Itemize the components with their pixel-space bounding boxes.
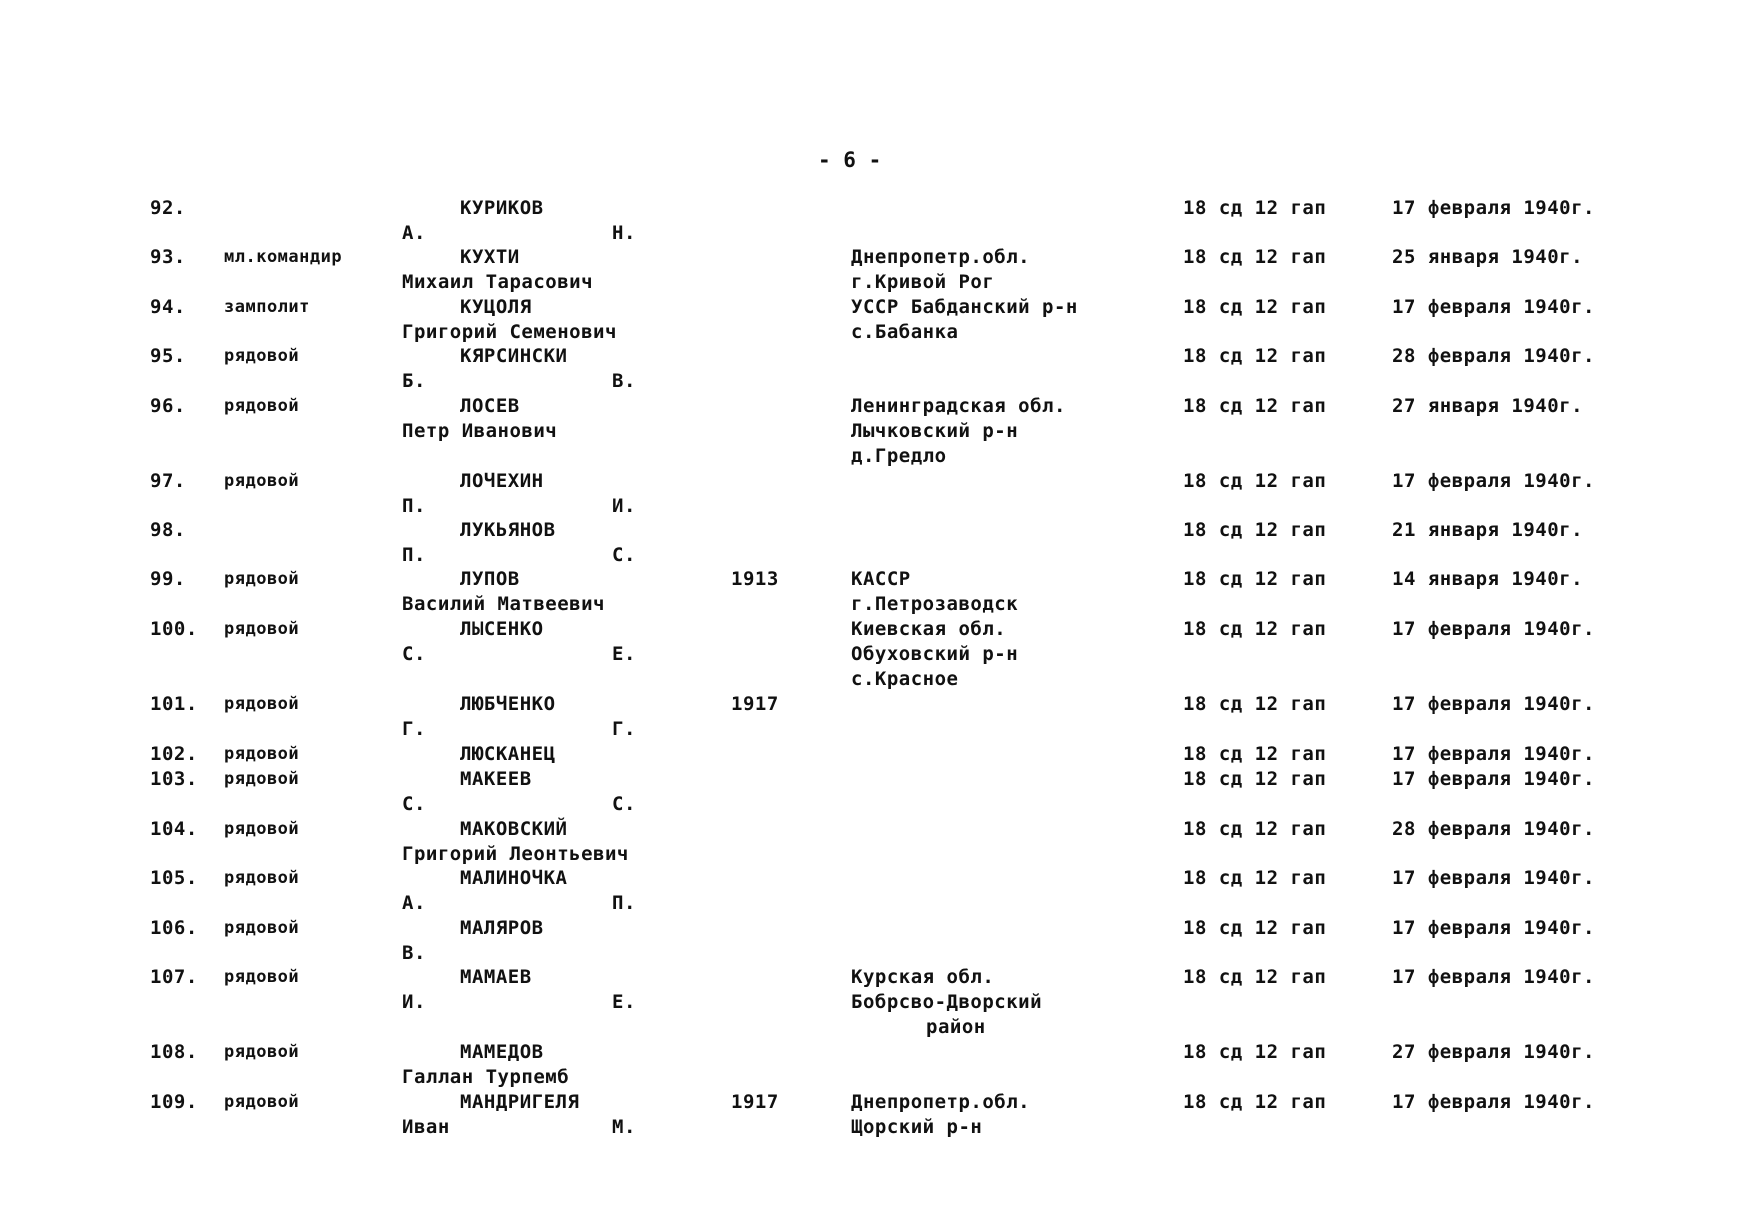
record-surname: МАЛИНОЧКА [460, 867, 568, 889]
record-row [0, 692, 1755, 740]
record-surname: МАМЕДОВ [460, 1041, 544, 1063]
record-place-line: район [926, 1016, 986, 1038]
record-rank: рядовой [224, 694, 300, 714]
record-surname: ЛУКЬЯНОВ [460, 519, 556, 541]
record-row [0, 469, 1755, 517]
record-place-line: Ленинградская обл. [851, 395, 1066, 417]
record-rank: рядовой [224, 868, 300, 888]
record-initial-first: С. [402, 643, 426, 665]
record-date: 28 февраля 1940г. [1392, 818, 1595, 840]
record-unit: 18 сд 12 гап [1183, 395, 1327, 417]
record-date: 17 февраля 1940г. [1392, 470, 1595, 492]
record-date: 17 февраля 1940г. [1392, 296, 1595, 318]
record-initial-first: В. [402, 942, 426, 964]
record-number: 93. [150, 246, 186, 268]
record-surname: КЯРСИНСКИ [460, 345, 568, 367]
record-initial-first: Г. [402, 718, 426, 740]
record-place-line: г.Кривой Рог [851, 271, 995, 293]
record-row [0, 866, 1755, 914]
record-surname: КУРИКОВ [460, 197, 544, 219]
record-unit: 18 сд 12 гап [1183, 1041, 1327, 1063]
record-rank: рядовой [224, 1092, 300, 1112]
record-date: 17 февраля 1940г. [1392, 618, 1595, 640]
record-number: 108. [150, 1041, 198, 1063]
record-number: 99. [150, 568, 186, 590]
record-date: 17 февраля 1940г. [1392, 693, 1595, 715]
record-given-name: Петр Иванович [402, 420, 558, 442]
record-row [0, 916, 1755, 964]
record-rank: мл.командир [224, 247, 343, 267]
record-unit: 18 сд 12 гап [1183, 867, 1327, 889]
record-row [0, 344, 1755, 392]
record-initial-first: Б. [402, 370, 426, 392]
record-number: 104. [150, 818, 198, 840]
record-number: 92. [150, 197, 186, 219]
record-initial-patronymic: И. [612, 495, 636, 517]
page-number: - 6 - [818, 148, 882, 172]
record-date: 17 февраля 1940г. [1392, 867, 1595, 889]
record-date: 17 февраля 1940г. [1392, 917, 1595, 939]
record-initial-first: П. [402, 544, 426, 566]
record-initial-first: И. [402, 991, 426, 1013]
record-date: 17 февраля 1940г. [1392, 768, 1595, 790]
record-surname: ЛУПОВ [460, 568, 520, 590]
record-surname: ЛЮСКАНЕЦ [460, 743, 556, 765]
record-surname: МАНДРИГЕЛЯ [460, 1091, 580, 1113]
record-rank: рядовой [224, 1042, 300, 1062]
record-rank: рядовой [224, 471, 300, 491]
record-rank: рядовой [224, 819, 300, 839]
record-number: 107. [150, 966, 198, 988]
record-number: 109. [150, 1091, 198, 1113]
record-number: 97. [150, 470, 186, 492]
record-surname: ЛОСЕВ [460, 395, 520, 417]
record-unit: 18 сд 12 гап [1183, 917, 1327, 939]
record-initial-first: С. [402, 793, 426, 815]
record-date: 21 января 1940г. [1392, 519, 1584, 541]
record-given-name: Григорий Семенович [402, 321, 617, 343]
record-initial-patronymic: С. [612, 793, 636, 815]
record-row [0, 295, 1755, 343]
record-unit: 18 сд 12 гап [1183, 197, 1327, 219]
record-rank: рядовой [224, 569, 300, 589]
record-initial-patronymic: В. [612, 370, 636, 392]
record-rank: рядовой [224, 396, 300, 416]
record-row [0, 767, 1755, 815]
record-date: 27 января 1940г. [1392, 395, 1584, 417]
record-number: 102. [150, 743, 198, 765]
record-unit: 18 сд 12 гап [1183, 818, 1327, 840]
record-place-line: д.Гредло [851, 445, 947, 467]
record-given-name: Василий Матвеевич [402, 593, 605, 615]
record-unit: 18 сд 12 гап [1183, 568, 1327, 590]
record-given-name: Григорий Леонтьевич [402, 843, 629, 865]
record-date: 17 февраля 1940г. [1392, 197, 1595, 219]
record-initial-patronymic: С. [612, 544, 636, 566]
record-place-line: Щорский р-н [851, 1116, 983, 1138]
record-unit: 18 сд 12 гап [1183, 618, 1327, 640]
record-birth-year: 1917 [731, 693, 779, 715]
record-unit: 18 сд 12 гап [1183, 345, 1327, 367]
record-rank: рядовой [224, 744, 300, 764]
record-surname: МАЛЯРОВ [460, 917, 544, 939]
record-surname: ЛОЧЕХИН [460, 470, 544, 492]
record-date: 25 января 1940г. [1392, 246, 1584, 268]
record-rank: рядовой [224, 619, 300, 639]
record-number: 98. [150, 519, 186, 541]
record-rank: рядовой [224, 918, 300, 938]
record-place-line: Бобрсво-Дворский [851, 991, 1043, 1013]
record-initial-patronymic: Е. [612, 991, 636, 1013]
record-row [0, 567, 1755, 615]
record-number: 96. [150, 395, 186, 417]
record-unit: 18 сд 12 гап [1183, 519, 1327, 541]
record-row [0, 1040, 1755, 1088]
record-surname: МАМАЕВ [460, 966, 532, 988]
record-row [0, 518, 1755, 566]
record-row [0, 196, 1755, 244]
record-number: 100. [150, 618, 198, 640]
record-surname: МАКОВСКИЙ [460, 818, 568, 840]
record-date: 27 февраля 1940г. [1392, 1041, 1595, 1063]
record-given-name: Иван [402, 1116, 450, 1138]
record-number: 95. [150, 345, 186, 367]
record-initial-first: П. [402, 495, 426, 517]
record-row [0, 1090, 1755, 1138]
record-date: 17 февраля 1940г. [1392, 966, 1595, 988]
record-place-line: Лычковский р-н [851, 420, 1019, 442]
record-surname: ЛЮБЧЕНКО [460, 693, 556, 715]
record-row [0, 617, 1755, 690]
record-initial-patronymic: Г. [612, 718, 636, 740]
record-surname: КУХТИ [460, 246, 520, 268]
record-date: 17 февраля 1940г. [1392, 743, 1595, 765]
record-place-line: УССР Бабданский р-н [851, 296, 1078, 318]
record-place-line: Курская обл. [851, 966, 995, 988]
record-date: 17 февраля 1940г. [1392, 1091, 1595, 1113]
record-surname: КУЦОЛЯ [460, 296, 532, 318]
record-rank: замполит [224, 297, 310, 317]
record-place-line: КАССР [851, 568, 911, 590]
record-initial-patronymic: Н. [612, 222, 636, 244]
record-unit: 18 сд 12 гап [1183, 470, 1327, 492]
record-number: 101. [150, 693, 198, 715]
record-unit: 18 сд 12 гап [1183, 693, 1327, 715]
record-row [0, 965, 1755, 1038]
record-place-line: Днепропетр.обл. [851, 246, 1031, 268]
record-given-name: Галлан Турпемб [402, 1066, 570, 1088]
record-initial-patronymic: П. [612, 892, 636, 914]
record-rank: рядовой [224, 967, 300, 987]
record-date: 14 января 1940г. [1392, 568, 1584, 590]
record-unit: 18 сд 12 гап [1183, 296, 1327, 318]
record-place-line: Обуховский р-н [851, 643, 1019, 665]
record-number: 103. [150, 768, 198, 790]
record-surname: МАКЕЕВ [460, 768, 532, 790]
record-row [0, 394, 1755, 467]
record-unit: 18 сд 12 гап [1183, 743, 1327, 765]
record-surname: ЛЫСЕНКО [460, 618, 544, 640]
record-place-line: с.Бабанка [851, 321, 959, 343]
record-unit: 18 сд 12 гап [1183, 1091, 1327, 1113]
record-place-line: Днепропетр.обл. [851, 1091, 1031, 1113]
record-number: 105. [150, 867, 198, 889]
record-number: 106. [150, 917, 198, 939]
record-unit: 18 сд 12 гап [1183, 246, 1327, 268]
record-unit: 18 сд 12 гап [1183, 966, 1327, 988]
record-number: 94. [150, 296, 186, 318]
record-rank: рядовой [224, 769, 300, 789]
record-unit: 18 сд 12 гап [1183, 768, 1327, 790]
record-initial-patronymic: М. [612, 1116, 636, 1138]
record-place-line: с.Красное [851, 668, 959, 690]
record-place-line: Киевская обл. [851, 618, 1007, 640]
record-birth-year: 1917 [731, 1091, 779, 1113]
record-row [0, 817, 1755, 865]
record-initial-patronymic: Е. [612, 643, 636, 665]
record-birth-year: 1913 [731, 568, 779, 590]
record-initial-first: А. [402, 892, 426, 914]
record-row [0, 245, 1755, 293]
record-row [0, 742, 1755, 767]
record-given-name: Михаил Тарасович [402, 271, 594, 293]
record-rank: рядовой [224, 346, 300, 366]
record-date: 28 февраля 1940г. [1392, 345, 1595, 367]
record-place-line: г.Петрозаводск [851, 593, 1019, 615]
record-initial-first: А. [402, 222, 426, 244]
